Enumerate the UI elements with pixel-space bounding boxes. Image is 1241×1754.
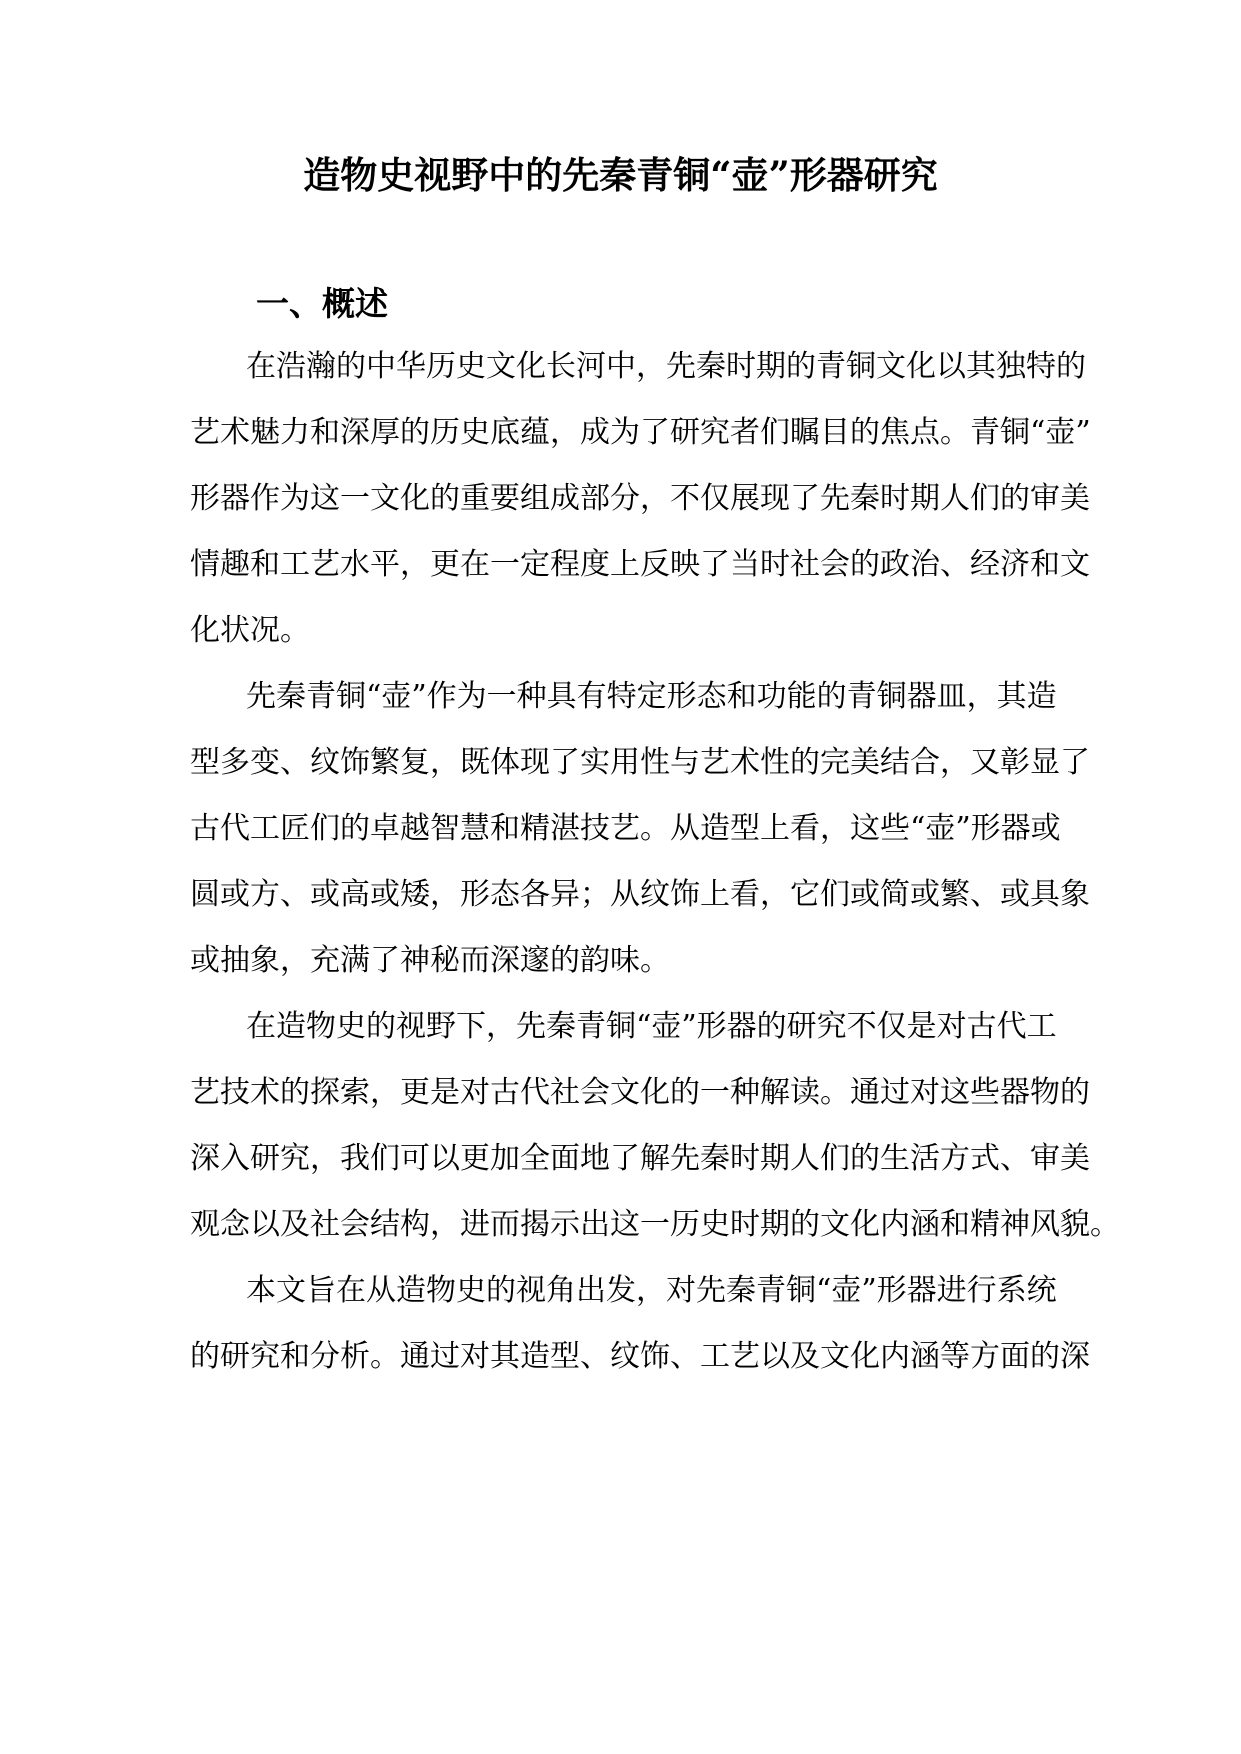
paragraph-line: 形器作为这一文化的重要组成部分，不仅展现了先秦时期人们的审美 xyxy=(190,481,1090,516)
paragraph-line: 在浩瀚的中华历史文化长河中，先秦时期的青铜文化以其独特的 xyxy=(246,349,1086,384)
paragraph-line: 或抽象，充满了神秘而深邃的韵味。 xyxy=(190,943,670,978)
document-title: 造物史视野中的先秦青铜“壶”形器研究 xyxy=(303,153,938,197)
paragraph-line: 观念以及社会结构，进而揭示出这一历史时期的文化内涵和精神风貌。 xyxy=(190,1207,1120,1242)
paragraph-line: 型多变、纹饰繁复，既体现了实用性与艺术性的完美结合，又彰显了 xyxy=(190,745,1090,780)
paragraph-line: 在造物史的视野下，先秦青铜“壶”形器的研究不仅是对古代工 xyxy=(246,1009,1057,1044)
paragraph-line: 圆或方、或高或矮，形态各异；从纹饰上看，它们或简或繁、或具象 xyxy=(190,877,1090,912)
paragraph-line: 先秦青铜“壶”作为一种具有特定形态和功能的青铜器皿，其造 xyxy=(246,679,1057,714)
paragraph-line: 艺术魅力和深厚的历史底蕴，成为了研究者们瞩目的焦点。青铜“壶” xyxy=(190,415,1091,450)
paragraph-line: 的研究和分析。通过对其造型、纹饰、工艺以及文化内涵等方面的深 xyxy=(190,1339,1090,1374)
paragraph-line: 化状况。 xyxy=(190,613,310,648)
paragraph-line: 深入研究，我们可以更加全面地了解先秦时期人们的生活方式、审美 xyxy=(190,1141,1090,1176)
paragraph-line: 情趣和工艺水平，更在一定程度上反映了当时社会的政治、经济和文 xyxy=(190,547,1090,582)
section-heading: 一、概述 xyxy=(256,284,388,323)
paragraph-line: 艺技术的探索，更是对古代社会文化的一种解读。通过对这些器物的 xyxy=(190,1075,1090,1110)
paragraph-line: 古代工匠们的卓越智慧和精湛技艺。从造型上看，这些“壶”形器或 xyxy=(190,811,1061,846)
paragraph-line: 本文旨在从造物史的视角出发，对先秦青铜“壶”形器进行系统 xyxy=(246,1273,1057,1308)
